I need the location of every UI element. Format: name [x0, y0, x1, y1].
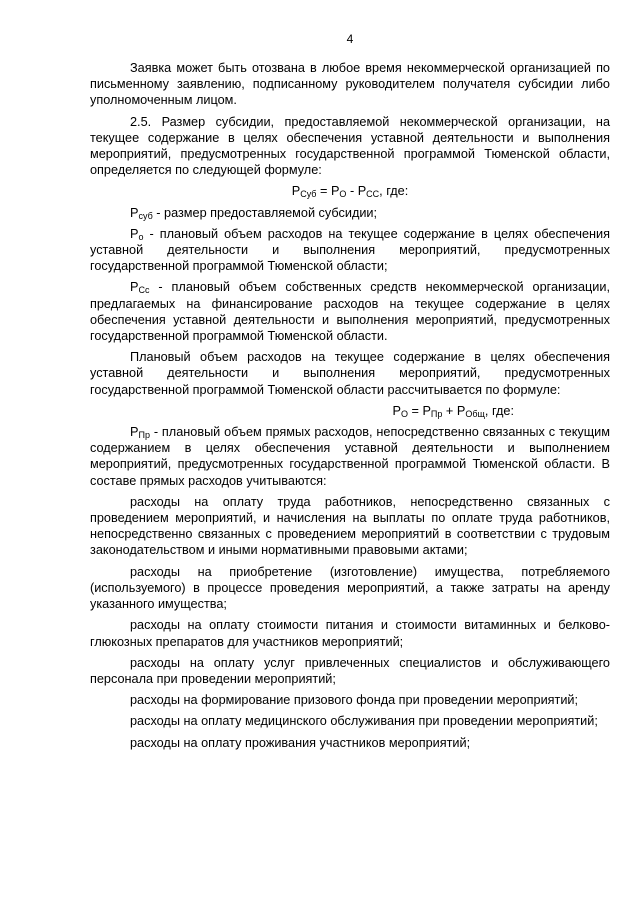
formula-symbol: P — [392, 403, 401, 418]
list-item-labor-costs: расходы на оплату труда работников, непосредственно связанных с проведением мероприятий, и начисления на выплаты по оплате труда работников, непосредственно связанных с проведением мероприятий в соответствии с трудовым законодательством и иными нормативными правовыми актами; — [90, 494, 610, 558]
formula-symbol: P — [357, 184, 367, 199]
list-item-specialists-costs: расходы на оплату услуг привлеченных специалистов и обслуживающего персонала при проведении мероприятий; — [90, 655, 610, 686]
symbol-subscript: суб — [138, 210, 153, 221]
formula-symbol: P — [330, 184, 340, 199]
definition-text: - размер предоставляемой субсидии; — [152, 205, 378, 220]
symbol: P — [130, 205, 139, 220]
list-item-food-costs: расходы на оплату стоимости питания и стоимости витаминных и белково-глюкозных препаратов для участников мероприятий; — [90, 618, 610, 649]
paragraph-def-p-cc — [90, 279, 614, 344]
formula-operator: + — [442, 403, 457, 418]
formula-operator: = — [316, 184, 331, 199]
page-number: 4 — [346, 32, 354, 46]
paragraph-subsidy-size: 2.5. Размер субсидии, предоставляемой некоммерческой организации, на текущее содержание в целях обеспечения уставной деятельности и выполнения мероприятий, предусмотренных государственной программой Тюменской области, определяется по следующей формуле: — [90, 114, 610, 178]
formula-subscript: Пр — [430, 408, 443, 419]
list-item-medical-costs: расходы на оплату медицинского обслуживания при проведении мероприятий; — [130, 714, 598, 729]
document-body — [90, 60, 614, 756]
paragraph-def-p-sub — [90, 205, 610, 221]
formula-expenses — [90, 403, 610, 419]
list-item-property-costs: расходы на приобретение (изготовление) имущества, потребляемого (используемого) в процессе проведения мероприятий, а также затраты на аренду указанного имущества; — [90, 564, 610, 612]
symbol: P — [130, 425, 139, 440]
symbol-subscript: о — [138, 231, 144, 242]
formula-tail: , где: — [379, 184, 409, 199]
paragraph-def-p-pr — [90, 424, 614, 489]
formula-subscript: СС — [366, 189, 380, 200]
symbol: P — [130, 226, 139, 241]
formula-symbol: P — [422, 403, 431, 418]
paragraph-def-p-o — [90, 226, 614, 275]
formula-symbol: P — [291, 184, 301, 199]
formula-operator: - — [346, 184, 358, 199]
definition-text: - плановый объем собственных средств некоммерческой организации, предлагаемых на финансирование расходов на текущее содержание в целях обеспечения уставной деятельности и выполнения мероприятий, предусмотренных государственной программой Тюменской области. — [90, 280, 614, 344]
formula-operator: = — [407, 403, 423, 418]
list-item-prize-fund: расходы на формирование призового фонда при проведении мероприятий; — [130, 693, 579, 708]
formula-subscript: О — [400, 408, 408, 419]
formula-subsidy — [90, 183, 610, 199]
formula-tail: , где: — [484, 403, 514, 418]
paragraph-planned-volume: Плановый объем расходов на текущее содержание в целях обеспечения уставной деятельности и выполнения мероприятий, предусмотренных государственной программой Тюменской области рассчитывается по формуле: — [90, 350, 610, 397]
definition-text: - плановый объем прямых расходов, непосредственно связанных с текущим содержанием в целях обеспечения уставной деятельности и выполнением мероприятий, предусмотренных государственной программой Тюменской области. В составе прямых расходов учитываются: — [90, 425, 614, 488]
document-page — [90, 0, 614, 905]
formula-subscript: Общ — [465, 408, 485, 419]
symbol: P — [130, 280, 139, 295]
symbol-subscript: Сс — [138, 285, 150, 296]
formula-subscript: Суб — [300, 189, 317, 200]
list-item-accommodation-costs: расходы на оплату проживания участников мероприятий; — [130, 735, 471, 750]
formula-subscript: О — [339, 189, 347, 200]
formula-symbol: P — [456, 403, 466, 418]
paragraph-withdrawal: Заявка может быть отозвана в любое время некоммерческой организацией по письменному заявлению, подписанному руководителем получателя субсидии либо уполномоченным лицом. — [90, 61, 610, 108]
definition-text: - плановый объем расходов на текущее содержание в целях обеспечения уставной деятельности и выполнения мероприятий, предусмотренных государственной программой Тюменской области; — [90, 226, 614, 274]
symbol-subscript: Пр — [138, 430, 150, 441]
